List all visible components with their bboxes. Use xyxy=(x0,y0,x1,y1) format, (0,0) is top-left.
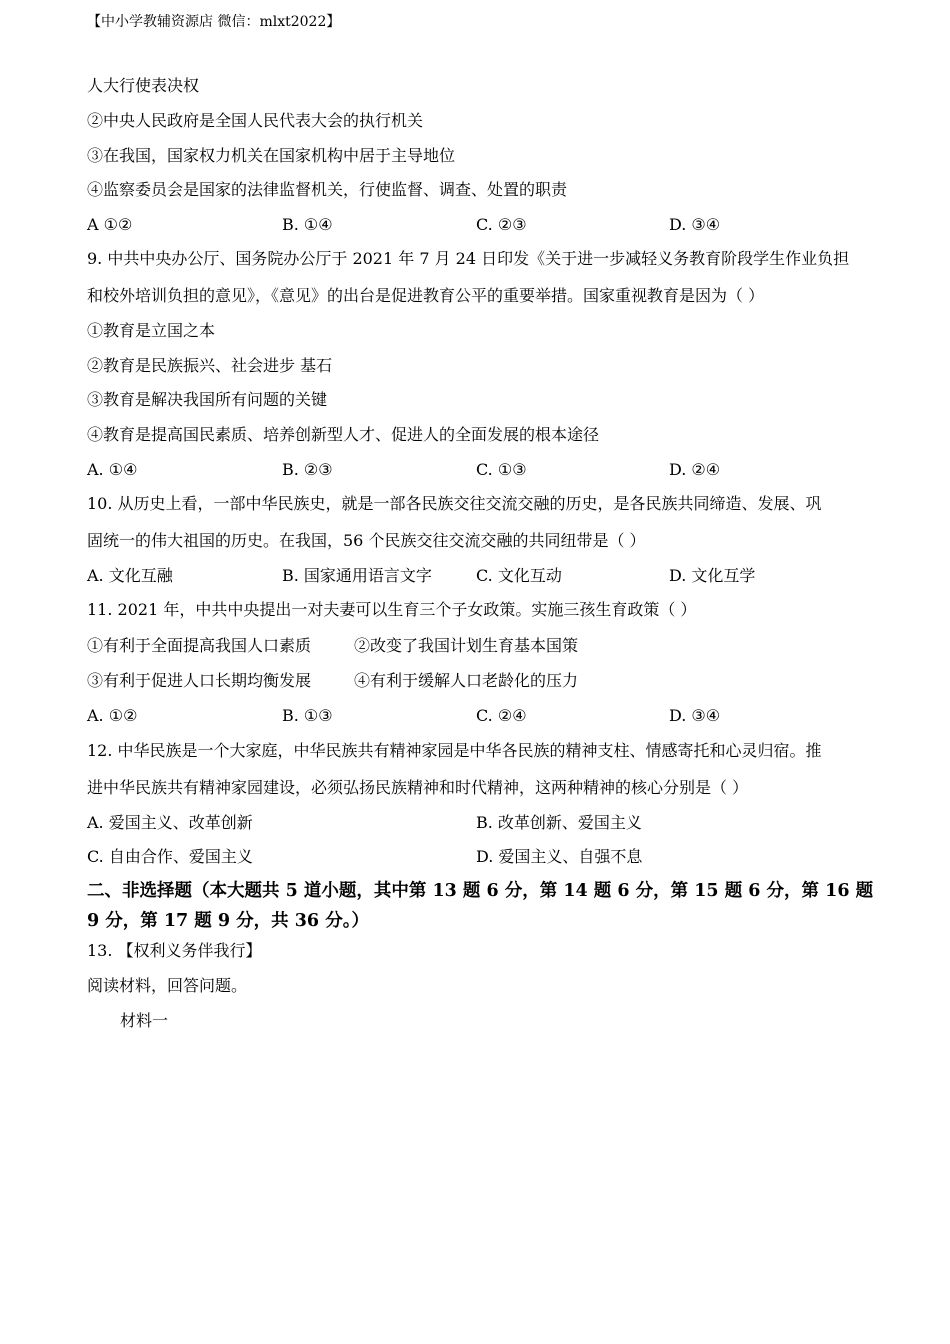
q10-option-a: A. 文化互融 xyxy=(87,566,173,585)
q9-option-c: C. ①③ xyxy=(476,460,527,479)
q10-stem-line1: 10. 从历史上看，一部中华民族史，就是一部各民族交往交流交融的历史，是各民族共同缔造、发展、巩 xyxy=(87,494,822,513)
section2-title-line1: 二、非选择题（本大题共 5 道小题，其中第 13 题 6 分，第 14 题 6 分，第 15 题 6 分，第 16 题 xyxy=(87,881,874,901)
q13-title: 13. 【权利义务伴我行】 xyxy=(87,941,262,960)
q12-option-b: B. 改革创新、爱国主义 xyxy=(476,813,642,832)
q8-option-b: B. ①④ xyxy=(282,215,333,234)
q9-option-b: B. ②③ xyxy=(282,460,333,479)
q9-option-a: A. ①④ xyxy=(87,460,138,479)
q11-statement-2: ②改变了我国计划生育基本国策 xyxy=(354,636,579,655)
q8-statement-3: ③在我国，国家权力机关在国家机构中居于主导地位 xyxy=(87,146,456,165)
q9-option-d: D. ②④ xyxy=(669,460,721,479)
page-header: 【中小学教辅资源店 微信：mlxt2022】 xyxy=(87,14,341,30)
q10-stem-line2: 固统一的伟大祖国的历史。在我国，56 个民族交往交流交融的共同纽带是（ ） xyxy=(87,531,646,550)
q11-statement-1: ①有利于全面提高我国人口素质 xyxy=(87,636,312,655)
q13-instruction: 阅读材料，回答问题。 xyxy=(87,976,248,995)
q9-statement-2: ②教育是民族振兴、社会进步 基石 xyxy=(87,356,333,375)
q11-statement-4: ④有利于缓解人口老龄化的压力 xyxy=(354,671,579,690)
q8-statement-2: ②中央人民政府是全国人民代表大会的执行机关 xyxy=(87,111,424,130)
q13-material-label: 材料一 xyxy=(120,1011,169,1030)
q11-option-a: A. ①② xyxy=(87,706,138,725)
q10-option-c: C. 文化互动 xyxy=(476,566,562,585)
q11-statement-3: ③有利于促进人口长期均衡发展 xyxy=(87,671,312,690)
q12-stem-line2: 进中华民族共有精神家园建设，必须弘扬民族精神和时代精神，这两种精神的核心分别是（ ） xyxy=(87,778,749,797)
q12-stem-line1: 12. 中华民族是一个大家庭，中华民族共有精神家园是中华各民族的精神支柱、情感寄托和心灵归宿。推 xyxy=(87,741,822,760)
q9-stem-line2: 和校外培训负担的意见》，《意见》的出台是促进教育公平的重要举措。国家重视教育是因为（ ） xyxy=(87,286,765,305)
q10-option-b: B. 国家通用语言文字 xyxy=(282,566,432,585)
q11-option-d: D. ③④ xyxy=(669,706,721,725)
q11-option-b: B. ①③ xyxy=(282,706,333,725)
q8-option-d: D. ③④ xyxy=(669,215,721,234)
q12-option-d: D. 爱国主义、自强不息 xyxy=(476,847,643,866)
q8-option-c: C. ②③ xyxy=(476,215,527,234)
q9-statement-1: ①教育是立国之本 xyxy=(87,321,216,340)
q9-statement-3: ③教育是解决我国所有问题的关键 xyxy=(87,390,328,409)
section2-title-line2: 9 分，第 17 题 9 分，共 36 分。） xyxy=(87,911,369,931)
q8-option-a: A ①② xyxy=(87,215,133,234)
q11-option-c: C. ②④ xyxy=(476,706,527,725)
q11-stem: 11. 2021 年，中共中央提出一对夫妻可以生育三个子女政策。实施三孩生育政策（ ） xyxy=(87,600,697,619)
q10-option-d: D. 文化互学 xyxy=(669,566,756,585)
q8-statement-4: ④监察委员会是国家的法律监督机关，行使监督、调查、处置的职责 xyxy=(87,180,568,199)
q8-continuation: 人大行使表决权 xyxy=(87,76,200,95)
q12-option-a: A. 爱国主义、改革创新 xyxy=(87,813,253,832)
q12-option-c: C. 自由合作、爱国主义 xyxy=(87,847,253,866)
q9-statement-4: ④教育是提高国民素质、培养创新型人才、促进人的全面发展的根本途径 xyxy=(87,425,600,444)
q9-stem-line1: 9. 中共中央办公厅、国务院办公厅于 2021 年 7 月 24 日印发《关于进一步减轻义务教育阶段学生作业负担 xyxy=(87,249,850,268)
